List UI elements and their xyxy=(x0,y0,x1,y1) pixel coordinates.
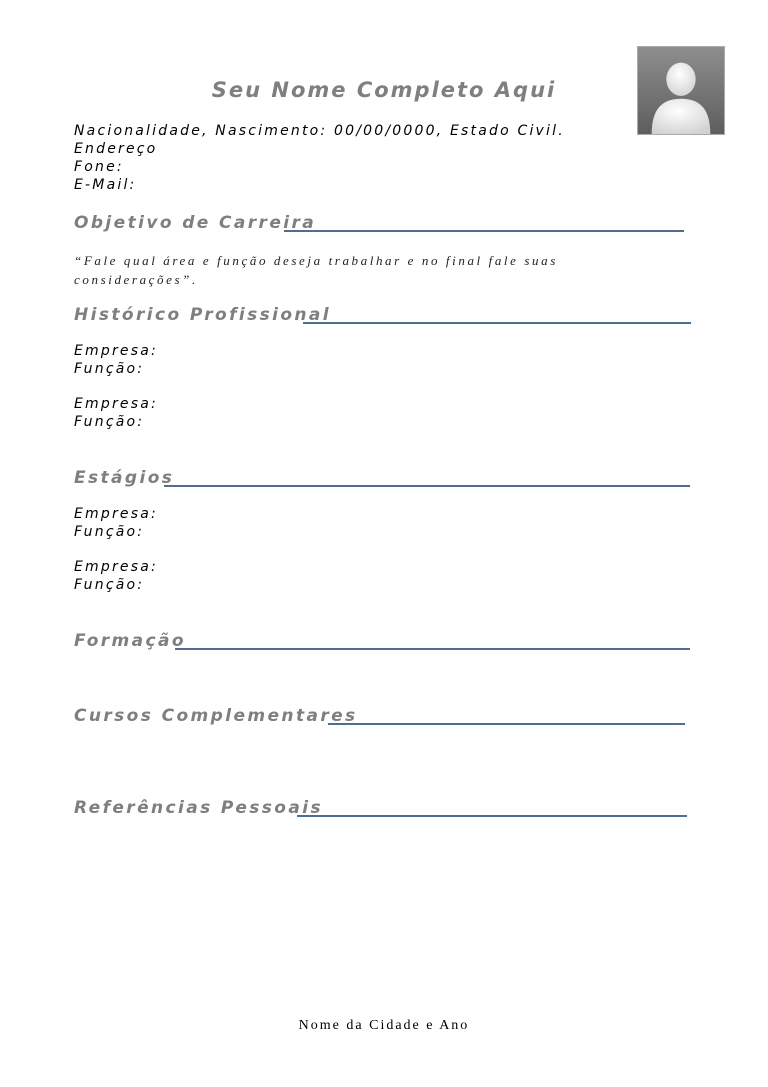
section-rule xyxy=(284,230,684,232)
nationality-birth-line: Nacionalidade, Nascimento: 00/00/0000, Estado Civil. xyxy=(74,123,565,139)
section-title-cursos: Cursos Complementares xyxy=(74,706,358,726)
section-rule xyxy=(303,322,691,324)
section-title-estagios: Estágios xyxy=(74,468,175,488)
empresa-label: Empresa: xyxy=(74,559,158,575)
funcao-label: Função: xyxy=(74,361,145,377)
section-title-referencias: Referências Pessoais xyxy=(74,798,323,818)
section-rule xyxy=(328,723,685,725)
section-rule xyxy=(175,648,690,650)
email-line: E-Mail: xyxy=(74,177,137,193)
section-rule xyxy=(164,485,690,487)
career-objective-quote: “Fale qual área e função deseja trabalhar e no final fale suas considerações”. xyxy=(74,253,558,287)
funcao-label: Função: xyxy=(74,524,145,540)
section-title-objetivo: Objetivo de Carreira xyxy=(74,213,317,233)
empresa-label: Empresa: xyxy=(74,506,158,522)
city-year-footer: Nome da Cidade e Ano xyxy=(298,1018,470,1033)
section-title-formacao: Formação xyxy=(74,631,186,651)
full-name: Seu Nome Completo Aqui xyxy=(211,78,557,102)
funcao-label: Função: xyxy=(74,577,145,593)
funcao-label: Função: xyxy=(74,414,145,430)
section-title-historico: Histórico Profissional xyxy=(74,305,332,325)
empresa-label: Empresa: xyxy=(74,396,158,412)
phone-line: Fone: xyxy=(74,159,124,175)
empresa-label: Empresa: xyxy=(74,343,158,359)
address-line: Endereço xyxy=(74,141,158,157)
section-rule xyxy=(297,815,687,817)
